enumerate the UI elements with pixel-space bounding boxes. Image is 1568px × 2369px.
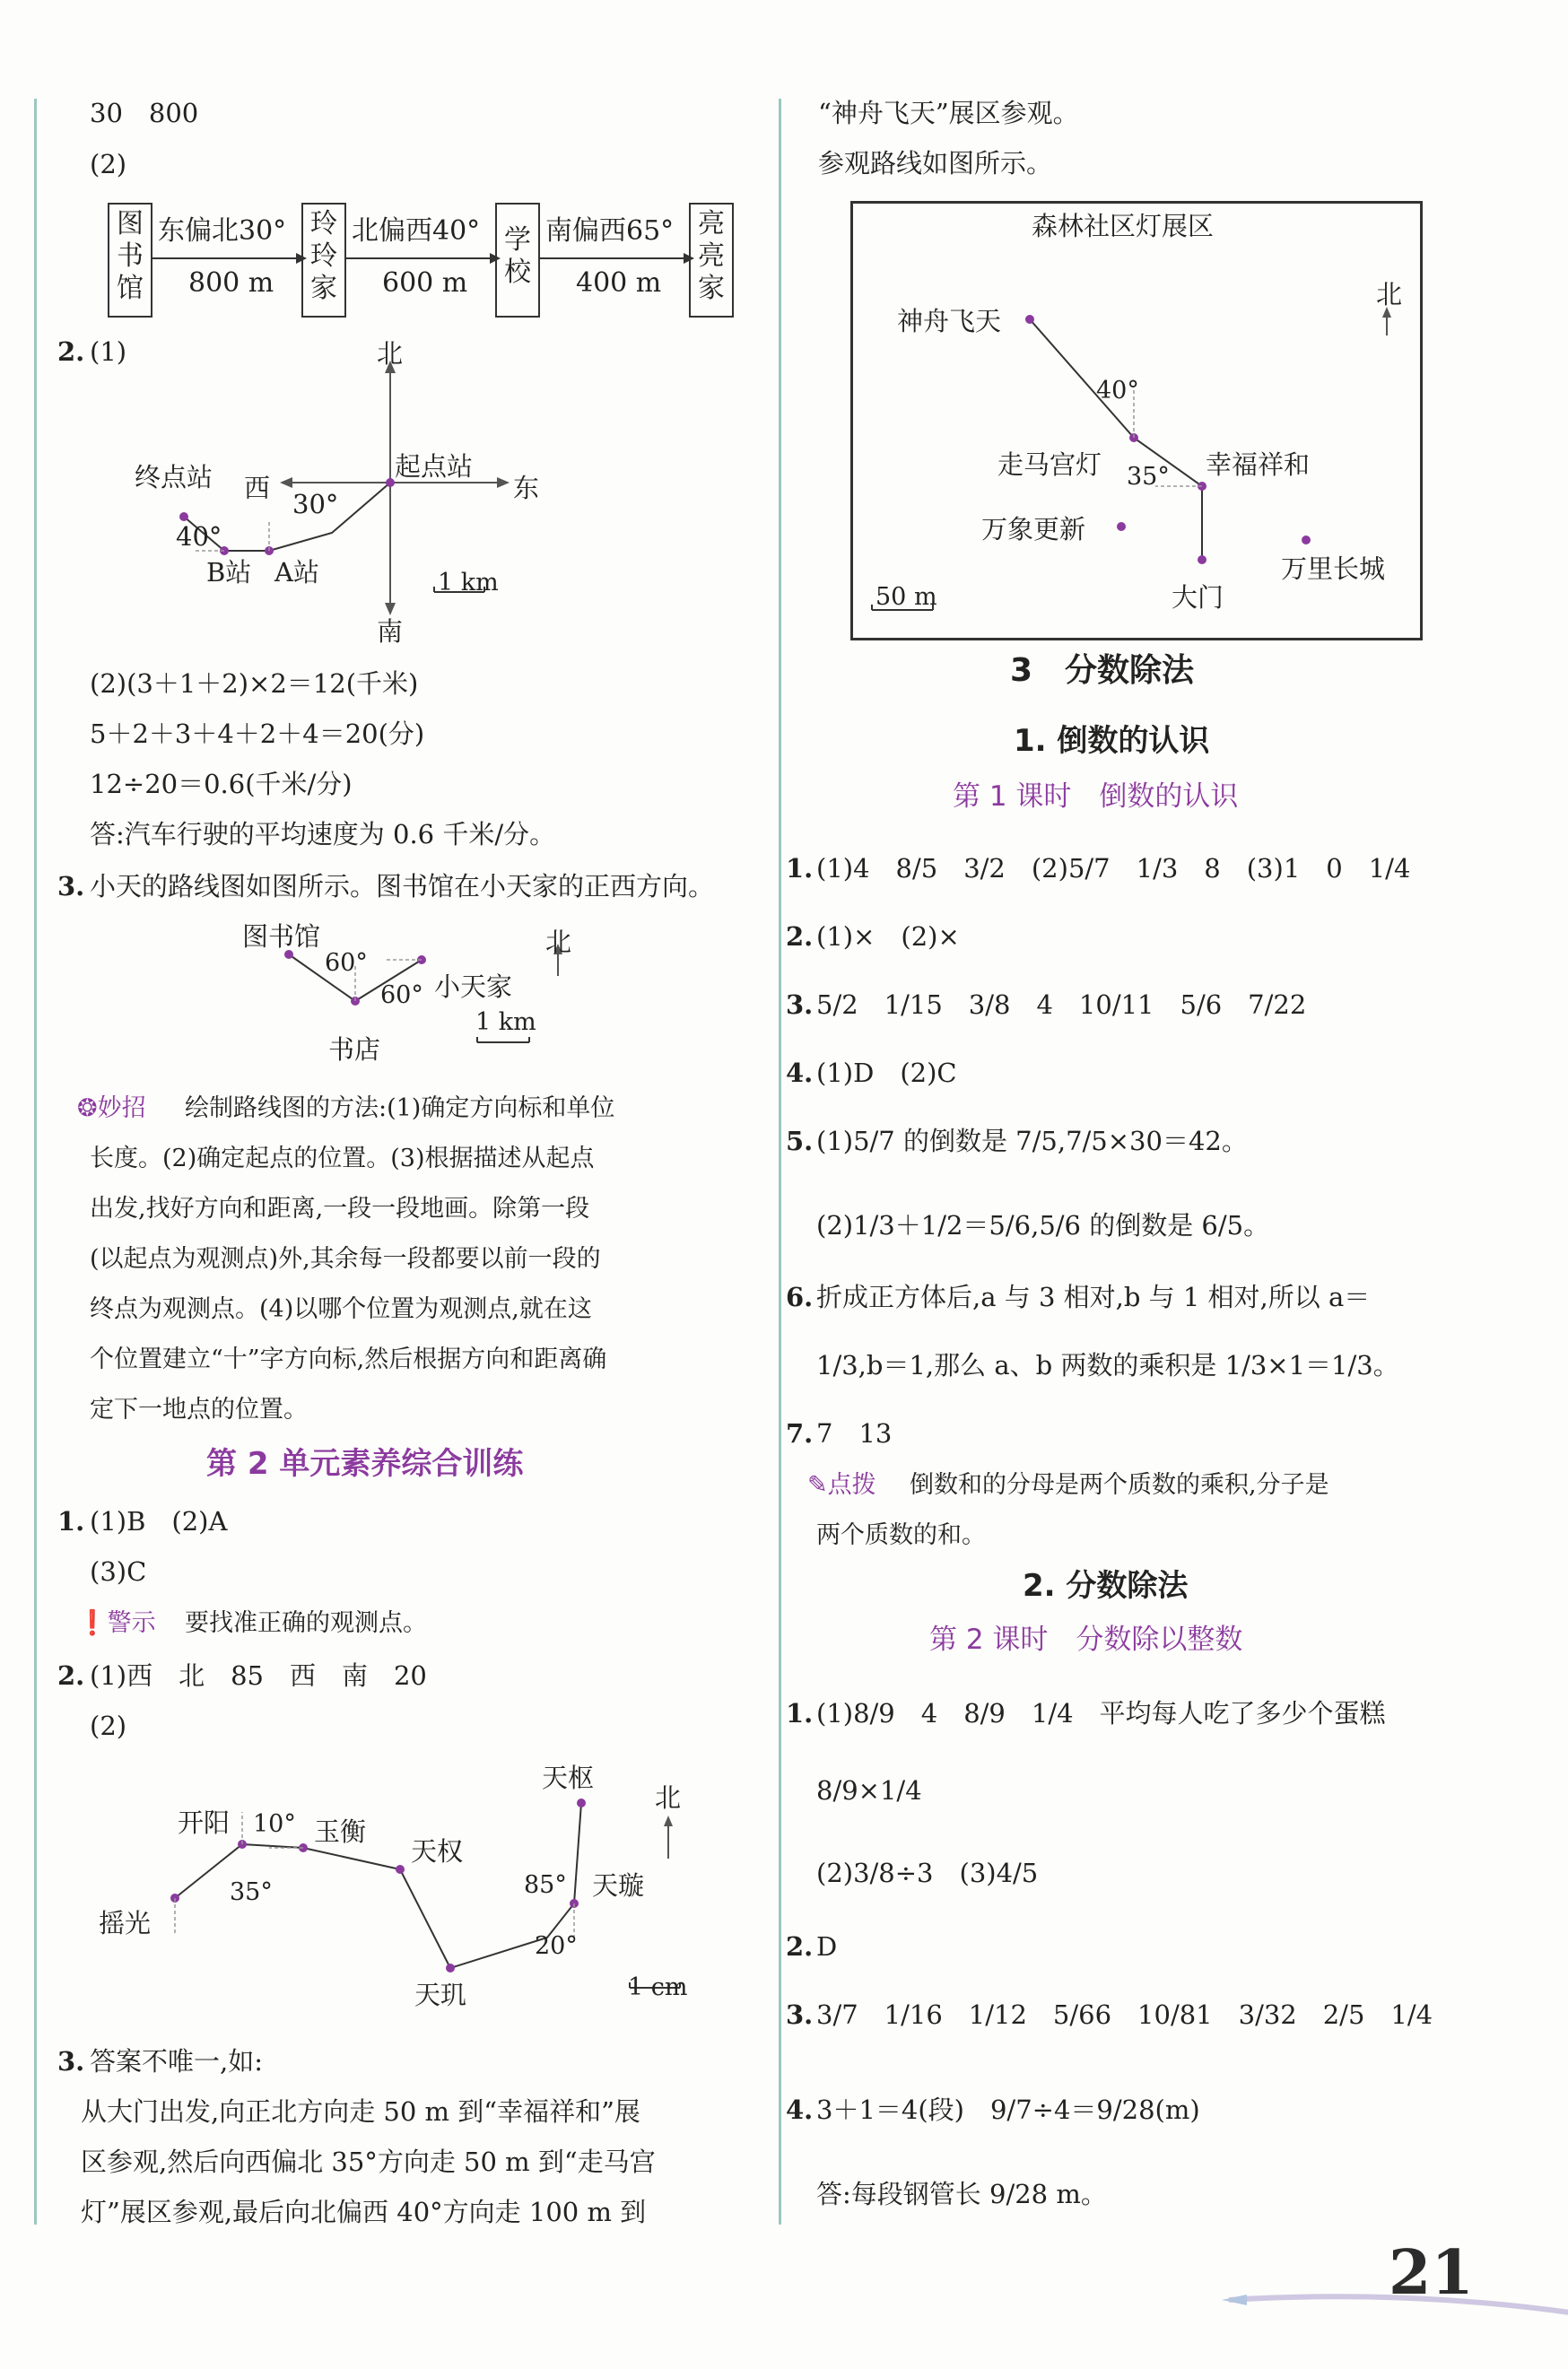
r6-text1: 折成正方体后,a 与 3 相对,b 与 1 相对,所以 a＝ xyxy=(816,1282,1371,1312)
diag3-a85: 85° xyxy=(524,1871,567,1899)
s4-answer: 答:每段钢管长 9/28 m。 xyxy=(816,2179,1107,2209)
r3-text: 5/2 1/15 3/8 4 10/11 5/6 7/22 xyxy=(816,989,1307,1020)
r7-label: 7. xyxy=(786,1418,814,1449)
r6-label: 6. xyxy=(786,1282,814,1312)
warn-text: 要找准正确的观测点。 xyxy=(185,1609,427,1637)
q2-line-4: 答:汽车行驶的平均速度为 0.6 千米/分。 xyxy=(90,819,556,849)
unit3-title: 3 分数除法 xyxy=(1010,652,1195,689)
diag1-angle1: 30° xyxy=(292,489,339,519)
warning-icon: ❗ xyxy=(77,1609,108,1637)
diag3-a35: 35° xyxy=(230,1878,273,1906)
u3-line-1: 答案不唯一,如: xyxy=(90,2046,263,2077)
map-changcheng: 万里长城 xyxy=(1281,553,1386,584)
s1-text: (1)8/9 4 8/9 1/4 平均每人吃了多少个蛋糕 xyxy=(816,1698,1386,1729)
cont-line-1: “神舟飞天”展区参观。 xyxy=(818,98,1079,128)
s4-label: 4. xyxy=(786,2095,814,2125)
tip1-line-1: 绘制路线图的方法:(1)确定方向标和单位 xyxy=(185,1094,615,1122)
diag1-north: 北 xyxy=(377,338,404,369)
bus-route-diagram xyxy=(0,332,771,655)
tip1-tag-text: 妙招 xyxy=(97,1094,146,1122)
route-dir-2: 北偏西40° xyxy=(352,215,481,247)
u1-a: (1)B (2)A xyxy=(90,1506,228,1537)
tip2-line-1: 倒数和的分母是两个质数的乘积,分子是 xyxy=(910,1471,1329,1499)
tip1-line-6: 个位置建立“十”字方向标,然后根据方向和距离确 xyxy=(90,1346,607,1373)
q1-tail: 30 800 xyxy=(90,98,199,128)
diag1-scale: 1 km xyxy=(438,569,499,597)
diag3-tianquan: 天权 xyxy=(411,1836,464,1867)
u2-label: 2. xyxy=(57,1660,85,1691)
route-dist-2: 600 m xyxy=(382,267,468,299)
r4-text: (1)D (2)C xyxy=(816,1058,957,1088)
diag1-b: B站 xyxy=(206,557,252,588)
lesson1-title: 第 1 课时 倒数的认识 xyxy=(953,780,1239,813)
s1-label: 1. xyxy=(786,1698,814,1729)
diag2-shop: 书店 xyxy=(328,1034,381,1065)
route-dir-3: 南偏西65° xyxy=(545,215,675,247)
tip1-line-2: 长度。(2)确定起点的位置。(3)根据描述从起点 xyxy=(90,1145,595,1172)
column-divider-right xyxy=(779,99,781,2225)
diag3-kaiyang: 开阳 xyxy=(178,1807,231,1838)
r5-label: 5. xyxy=(786,1126,814,1156)
s1-text3: (2)3/8÷3 (3)4/5 xyxy=(816,1858,1039,1888)
diag3-yuheng: 玉衡 xyxy=(314,1816,367,1847)
map-xingfu: 幸福祥和 xyxy=(1206,449,1311,480)
r3-label: 3. xyxy=(786,989,814,1020)
diag3-a10: 10° xyxy=(253,1810,296,1838)
u2-b: (2) xyxy=(90,1711,127,1741)
tip2-tag xyxy=(807,1468,876,1503)
r1-label: 1. xyxy=(786,853,814,884)
r2-text: (1)× (2)× xyxy=(816,921,960,952)
q2-line-1: (2)(3＋1＋2)×2＝12(千米) xyxy=(90,668,419,699)
r2-label: 2. xyxy=(786,921,814,952)
diag3-scale: 1 cm xyxy=(628,1973,688,2001)
map-shenzhou: 神舟飞天 xyxy=(897,306,1002,336)
q3-text: 小天的路线图如图所示。图书馆在小天家的正西方向。 xyxy=(90,871,715,901)
sec1-title: 1. 倒数的认识 xyxy=(1014,723,1210,759)
map-north: 北 xyxy=(1376,279,1403,309)
s3-label: 3. xyxy=(786,1999,814,2030)
r1-text: (1)4 8/5 3/2 (2)5/7 1/3 8 (3)1 0 1/4 xyxy=(816,853,1411,884)
route-dist-1: 800 m xyxy=(188,267,274,299)
unit2-title: 第 2 单元素养综合训练 xyxy=(206,1446,524,1482)
diag1-end: 终点站 xyxy=(135,462,213,492)
r6-text2: 1/3,b＝1,那么 a、b 两数的乘积是 1/3×1＝1/3。 xyxy=(816,1350,1399,1380)
tip2-line-2: 两个质数的和。 xyxy=(816,1521,986,1549)
route-place-label-3: 学校 xyxy=(504,224,531,288)
r5-text1: (1)5/7 的倒数是 7/5,7/5×30＝42。 xyxy=(816,1126,1248,1156)
diag1-east: 东 xyxy=(513,473,540,503)
q2-line-3: 12÷20＝0.6(千米/分) xyxy=(90,769,353,799)
route-place-label-4: 亮亮家 xyxy=(698,208,725,304)
page-number: 21 xyxy=(1389,2237,1474,2309)
diag3-tianshu: 天枢 xyxy=(542,1763,595,1793)
lesson2-title: 第 2 课时 分数除以整数 xyxy=(929,1624,1243,1656)
diag2-angle2: 60° xyxy=(380,981,423,1009)
map-damen: 大门 xyxy=(1172,582,1224,613)
r5-text2: (2)1/3＋1/2＝5/6,5/6 的倒数是 6/5。 xyxy=(816,1210,1270,1241)
s1-text2: 8/9×1/4 xyxy=(816,1775,922,1806)
u3-line-4: 灯”展区参观,最后向北偏西 40°方向走 100 m 到 xyxy=(81,2197,647,2227)
diag2-north: 北 xyxy=(545,927,572,957)
s2-text: D xyxy=(816,1931,838,1962)
map-a40: 40° xyxy=(1096,377,1139,405)
diag1-a: A站 xyxy=(274,557,319,588)
tip2-tag-text: 点拨 xyxy=(827,1471,876,1499)
diag2-scale: 1 km xyxy=(475,1008,536,1036)
u3-line-2: 从大门出发,向正北方向走 50 m 到“幸福祥和”展 xyxy=(81,2096,640,2127)
route-place-label-2: 玲玲家 xyxy=(310,208,337,304)
cont-line-2: 参观路线如图所示。 xyxy=(818,148,1053,179)
s2-label: 2. xyxy=(786,1931,814,1962)
warn-tag-text: 警示 xyxy=(107,1609,156,1637)
r4-label: 4. xyxy=(786,1058,814,1088)
diag2-home: 小天家 xyxy=(434,971,513,1002)
u2-a: (1)西 北 85 西 南 20 xyxy=(90,1660,427,1691)
q1-part2: (2) xyxy=(90,149,127,179)
route-dist-3: 400 m xyxy=(576,267,662,299)
u3-label: 3. xyxy=(57,2046,85,2077)
route-arrows xyxy=(0,0,771,359)
tip1-line-4: (以起点为观测点)外,其余每一段都要以前一段的 xyxy=(90,1245,601,1273)
tip1-line-3: 出发,找好方向和距离,一段一段地画。除第一段 xyxy=(90,1195,590,1223)
route-dir-1: 东偏北30° xyxy=(158,215,287,247)
diag2-library: 图书馆 xyxy=(242,921,321,952)
q2-part1: (1) xyxy=(90,336,127,367)
warn-tag xyxy=(77,1606,156,1642)
diag1-angle2: 40° xyxy=(176,521,222,552)
diag3-a20: 20° xyxy=(535,1932,578,1960)
map-scale: 50 m xyxy=(875,583,937,611)
s3-text: 3/7 1/16 1/12 5/66 10/81 3/32 2/5 1/4 xyxy=(816,1999,1433,2030)
diag2-angle1: 60° xyxy=(325,949,368,977)
u3-line-3: 区参观,然后向西偏北 35°方向走 50 m 到“走马宫 xyxy=(81,2147,656,2177)
diag3-north: 北 xyxy=(655,1782,682,1813)
tip1-line-5: 终点为观测点。(4)以哪个位置为观测点,就在这 xyxy=(90,1295,592,1323)
sec2-title: 2. 分数除法 xyxy=(1023,1568,1189,1604)
lightbulb-icon: ❂ xyxy=(77,1094,98,1122)
diag3-tianji: 天玑 xyxy=(414,1980,467,2010)
diag3-yaoguang: 摇光 xyxy=(99,1908,152,1938)
u1-label: 1. xyxy=(57,1506,85,1537)
r7-text: 7 13 xyxy=(816,1418,893,1449)
q3-label: 3. xyxy=(57,871,85,901)
tip1-line-7: 定下一地点的位置。 xyxy=(90,1396,308,1424)
map-title: 森林社区灯展区 xyxy=(1032,211,1215,241)
map-zouma: 走马宫灯 xyxy=(997,449,1102,480)
s4-text: 3＋1＝4(段) 9/7÷4＝9/28(m) xyxy=(816,2095,1200,2125)
q2-line-2: 5＋2＋3＋4＋2＋4＝20(分) xyxy=(90,719,425,749)
tip1-tag xyxy=(77,1091,146,1127)
u1-b: (3)C xyxy=(90,1556,147,1587)
diag1-start: 起点站 xyxy=(395,451,474,482)
diag3-tianxuan: 天璇 xyxy=(592,1870,645,1901)
map-a35: 35° xyxy=(1127,463,1170,491)
map-wanxiang: 万象更新 xyxy=(981,514,1086,544)
q2-label: 2. xyxy=(57,336,85,367)
diag1-south: 南 xyxy=(377,616,404,647)
diag1-west: 西 xyxy=(244,473,271,503)
pointer-icon: ✎ xyxy=(807,1471,828,1499)
route-place-label-1: 图书馆 xyxy=(117,208,144,304)
